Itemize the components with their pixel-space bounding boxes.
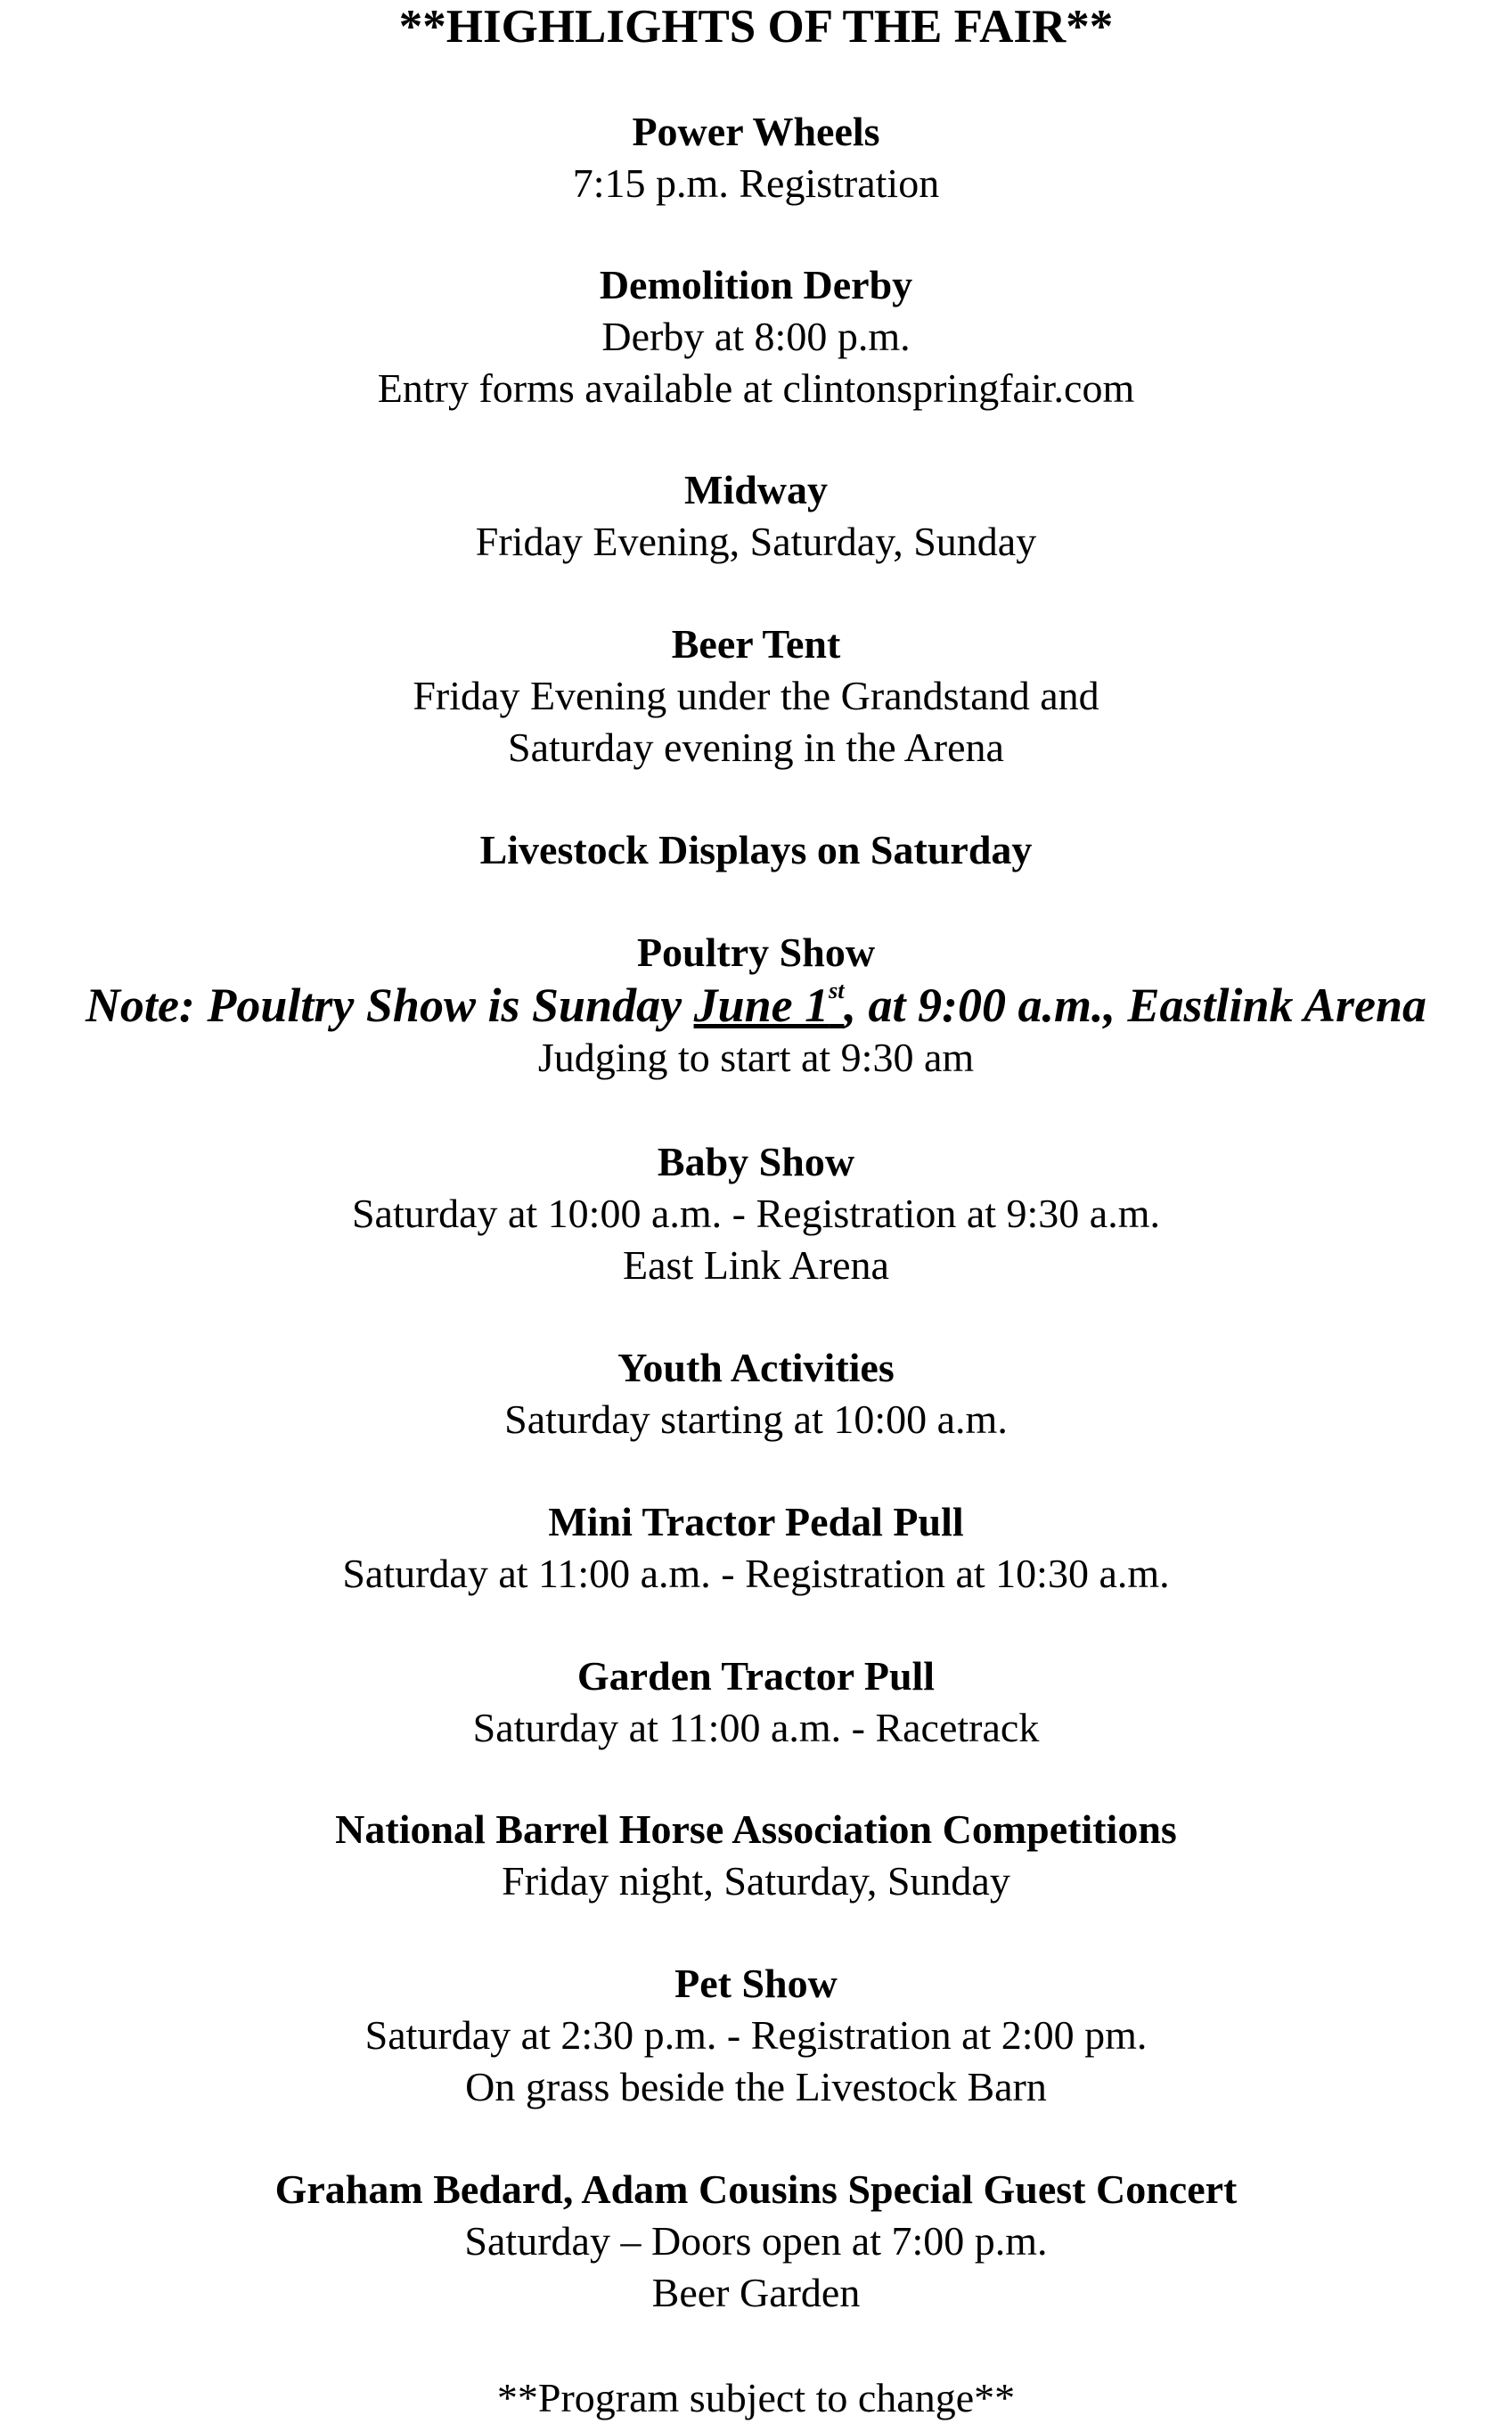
section-mini-tractor-pedal-pull bbox=[0, 1496, 1512, 1600]
poultry-show-note bbox=[0, 979, 1512, 1032]
section-barrel-horse-competitions bbox=[0, 1804, 1512, 1907]
section-line: Saturday at 11:00 a.m. - Racetrack bbox=[472, 1705, 1040, 1750]
section-heading: Baby Show bbox=[657, 1139, 855, 1184]
section-poultry-show bbox=[0, 927, 1512, 1084]
note-date bbox=[694, 979, 845, 1032]
section-heading: Graham Bedard, Adam Cousins Special Guest Concert bbox=[274, 2166, 1238, 2212]
page-title: **HIGHLIGHTS OF THE FAIR** bbox=[398, 1, 1114, 53]
section-line: East Link Arena bbox=[623, 1242, 889, 1288]
section-heading: Garden Tractor Pull bbox=[576, 1653, 936, 1699]
section-baby-show bbox=[0, 1136, 1512, 1291]
program-change-notice: **Program subject to change** bbox=[496, 2375, 1016, 2420]
note-date-ordinal: st bbox=[829, 978, 845, 1003]
section-demolition-derby bbox=[0, 259, 1512, 414]
note-date-text: June 1 bbox=[693, 979, 830, 1032]
section-line: Friday Evening, Saturday, Sunday bbox=[475, 519, 1037, 564]
section-line: Beer Garden bbox=[651, 2270, 861, 2315]
section-heading: Poultry Show bbox=[636, 929, 876, 975]
section-line: Saturday at 2:30 p.m. - Registration at 2:00 pm. bbox=[364, 2012, 1148, 2058]
section-heading: National Barrel Horse Association Competitions bbox=[335, 1806, 1177, 1852]
section-heading: Beer Tent bbox=[671, 621, 841, 667]
note-suffix: , at 9:00 a.m., Eastlink Arena bbox=[844, 979, 1427, 1032]
section-heading: Youth Activities bbox=[617, 1345, 895, 1390]
section-line: Judging to start at 9:30 am bbox=[537, 1035, 975, 1080]
section-heading: Pet Show bbox=[674, 1961, 838, 2006]
section-garden-tractor-pull bbox=[0, 1650, 1512, 1754]
section-heading: Power Wheels bbox=[632, 109, 880, 154]
section-youth-activities bbox=[0, 1342, 1512, 1445]
section-heading: Livestock Displays on Saturday bbox=[479, 827, 1033, 872]
section-line: Saturday – Doors open at 7:00 p.m. bbox=[464, 2218, 1048, 2264]
section-line: Entry forms available at clintonspringfair.com bbox=[377, 365, 1135, 411]
section-beer-tent bbox=[0, 618, 1512, 774]
section-pet-show bbox=[0, 1958, 1512, 2113]
note-prefix: Note: Poultry Show is Sunday bbox=[85, 979, 694, 1032]
section-line: Friday Evening under the Grandstand and bbox=[413, 673, 1099, 718]
section-line: On grass beside the Livestock Barn bbox=[465, 2064, 1047, 2109]
section-line: Saturday at 10:00 a.m. - Registration at 9:30 a.m. bbox=[351, 1191, 1161, 1236]
section-line: Saturday evening in the Arena bbox=[508, 725, 1004, 770]
section-heading: Mini Tractor Pedal Pull bbox=[548, 1499, 964, 1544]
section-line: Saturday at 11:00 a.m. - Registration at 10:30 a.m. bbox=[342, 1551, 1170, 1596]
section-heading: Midway bbox=[684, 467, 828, 512]
section-line: 7:15 p.m. Registration bbox=[572, 160, 940, 206]
section-heading: Demolition Derby bbox=[599, 262, 913, 307]
section-guest-concert bbox=[0, 2164, 1512, 2319]
section-line: Saturday starting at 10:00 a.m. bbox=[504, 1396, 1008, 1442]
section-power-wheels bbox=[0, 106, 1512, 209]
section-line: Derby at 8:00 p.m. bbox=[601, 314, 911, 359]
section-midway bbox=[0, 464, 1512, 568]
section-line: Friday night, Saturday, Sunday bbox=[502, 1858, 1010, 1904]
section-livestock-displays bbox=[0, 824, 1512, 876]
